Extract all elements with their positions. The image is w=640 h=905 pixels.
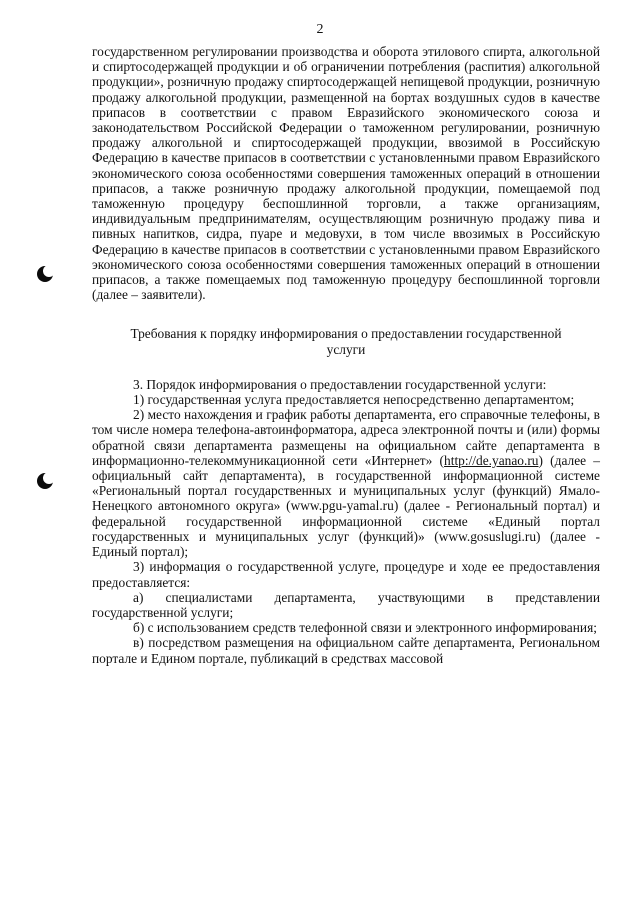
document-body	[92, 44, 600, 666]
department-site-link[interactable]: http://de.yanao.ru	[444, 452, 539, 468]
punch-hole-mark	[37, 266, 53, 282]
paragraph-item-3: 3. Порядок информирования о предоставлении государственной услуги:	[133, 376, 547, 392]
paragraph-subitem-2-text-end: ) (далее – официальный сайт департамента), в государственной информационной системе «Региональный портал государственных и муниципальных услуг (функций) Ямало-Ненецкого автономного округа» (www.pgu-yamal.ru) (далее - Региональный портал) и федеральной государственной информационной системе «Единый портал государственных и муниципальных услуг (функций)» (www.gosuslugi.ru) (далее - Единый портал);	[92, 452, 600, 560]
paragraph-subitem-2-text-start: 2) место нахождения и график работы департамента, его справочные телефоны, в том числе номера телефона-автоинформатора, адреса электронной почты и (или) формы обратной связи департамента размещены на официальном сайте департамента в информационно-телекоммуникационной сети «Интернет» (	[92, 407, 600, 468]
paragraph-subitem-3: 3) информация о государственной услуге, процедуре и ходе ее предоставления предоставляется:	[92, 559, 600, 590]
paragraph-applicants: государственном регулировании производства и оборота этилового спирта, алкогольной и спиртосодержащей продукции и об ограничении потребления (распития) алкогольной продукции», розничную продажу спиртосодержащей непищевой продукции, розничную продажу алкогольной продукции, размещенной на бортах воздушных судов в качестве припасов в соответствии с правом Евразийского экономического союза и законодательством Российской Федерации о таможенном регулировании, розничную продажу алкогольной и спиртосодержащей продукции, ввозимой в Российскую Федерацию в качестве припасов в соответствии с установленными правом Евразийского экономического союза особенностями совершения таможенных операций в отношении припасов, а также розничную продажу алкогольной продукции, помещаемой под таможенную процедуру беспошлинной торговли, а также организациям, индивидуальным предпринимателям, осуществляющим розничную продажу пива и пивных напитков, сидра, пуаре и медовухи, в том числе ввозимых в Российскую Федерацию в качестве припасов в соответствии с установленными правом Евразийского экономического союза особенностями совершения таможенных операций в отношении припасов, а также помещаемых под таможенную процедуру беспошлинной торговли (далее – заявители).	[92, 44, 600, 303]
paragraph-subitem-a: а) специалистами департамента, участвующими в представлении государственной услуги;	[92, 589, 600, 620]
page-number: 2	[316, 22, 324, 37]
paragraph-subitem-1: 1) государственная услуга предоставляется непосредственно департаментом;	[133, 392, 575, 408]
paragraph-subitem-2	[92, 407, 600, 559]
paragraph-subitem-v: в) посредством размещения на официальном сайте департамента, Региональном портале и Едином портале, публикаций в средствах массовой	[92, 635, 600, 666]
paragraph-subitem-b: б) с использованием средств телефонной связи и электронного информирования;	[133, 620, 597, 636]
section-heading: Требования к порядку информирования о предоставлении государственной услуги	[130, 326, 562, 357]
punch-hole-mark	[37, 473, 53, 489]
